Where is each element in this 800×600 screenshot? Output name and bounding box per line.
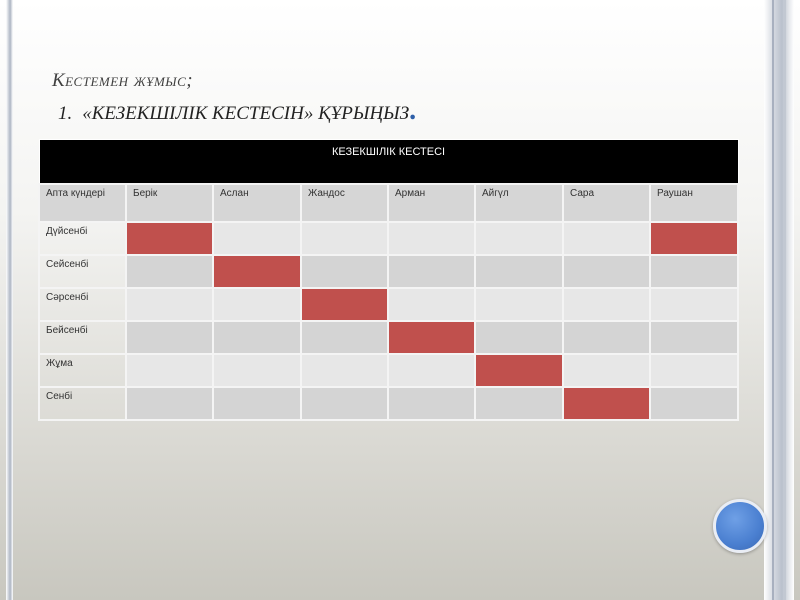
duty-cell bbox=[650, 288, 738, 321]
duty-cell bbox=[388, 222, 475, 255]
duty-cell bbox=[301, 387, 388, 420]
column-header-name: Айгүл bbox=[475, 184, 563, 222]
duty-cell bbox=[301, 255, 388, 288]
duty-cell-marked bbox=[213, 255, 301, 288]
task-item bbox=[58, 95, 417, 126]
day-cell: Сенбі bbox=[39, 387, 126, 420]
column-header-day: Апта күндері bbox=[39, 184, 126, 222]
duty-schedule-table bbox=[38, 139, 739, 421]
duty-cell bbox=[475, 321, 563, 354]
table-row bbox=[39, 387, 738, 420]
duty-cell bbox=[563, 255, 650, 288]
duty-cell-marked bbox=[126, 222, 213, 255]
table-title: КЕЗЕКШІЛІК КЕСТЕСІ bbox=[39, 140, 738, 185]
duty-cell bbox=[650, 354, 738, 387]
slide-frame-right bbox=[764, 0, 794, 600]
duty-cell bbox=[475, 255, 563, 288]
slide-frame-left bbox=[6, 0, 13, 600]
table-body bbox=[39, 184, 738, 420]
day-cell: Бейсенбі bbox=[39, 321, 126, 354]
day-cell: Сәрсенбі bbox=[39, 288, 126, 321]
duty-cell bbox=[650, 255, 738, 288]
duty-cell bbox=[126, 387, 213, 420]
duty-cell bbox=[563, 288, 650, 321]
column-header-name: Аслан bbox=[213, 184, 301, 222]
table-row bbox=[39, 222, 738, 255]
duty-cell bbox=[213, 222, 301, 255]
column-header-name: Сара bbox=[563, 184, 650, 222]
day-cell: Дүйсенбі bbox=[39, 222, 126, 255]
duty-cell bbox=[213, 387, 301, 420]
duty-cell bbox=[650, 387, 738, 420]
duty-cell bbox=[301, 321, 388, 354]
duty-cell bbox=[126, 354, 213, 387]
table-row bbox=[39, 354, 738, 387]
duty-cell bbox=[126, 255, 213, 288]
accent-circle bbox=[713, 499, 767, 553]
task-number: 1. bbox=[58, 103, 73, 124]
duty-cell bbox=[475, 387, 563, 420]
duty-cell bbox=[388, 387, 475, 420]
duty-cell-marked bbox=[475, 354, 563, 387]
duty-cell bbox=[650, 321, 738, 354]
column-header-name: Жандос bbox=[301, 184, 388, 222]
duty-cell bbox=[563, 222, 650, 255]
duty-cell bbox=[388, 354, 475, 387]
column-header-name: Берік bbox=[126, 184, 213, 222]
duty-cell bbox=[388, 255, 475, 288]
duty-cell bbox=[563, 354, 650, 387]
duty-cell bbox=[563, 321, 650, 354]
slide-heading: Кестемен жұмыс; bbox=[52, 70, 194, 91]
table-row bbox=[39, 255, 738, 288]
duty-cell bbox=[126, 288, 213, 321]
duty-cell-marked bbox=[301, 288, 388, 321]
task-dot: . bbox=[409, 95, 417, 126]
duty-cell bbox=[475, 222, 563, 255]
column-header-name: Арман bbox=[388, 184, 475, 222]
table-row bbox=[39, 321, 738, 354]
duty-cell bbox=[301, 354, 388, 387]
duty-cell bbox=[301, 222, 388, 255]
slide-frame-line bbox=[784, 0, 786, 600]
duty-cell-marked bbox=[563, 387, 650, 420]
duty-cell bbox=[475, 288, 563, 321]
table-row bbox=[39, 288, 738, 321]
duty-cell-marked bbox=[650, 222, 738, 255]
table-header-row bbox=[39, 184, 738, 222]
day-cell: Сейсенбі bbox=[39, 255, 126, 288]
duty-cell bbox=[213, 288, 301, 321]
duty-schedule-table-wrap bbox=[38, 139, 738, 421]
duty-cell-marked bbox=[388, 321, 475, 354]
slide-frame-line bbox=[772, 0, 774, 600]
task-text: «КЕЗЕКШІЛІК КЕСТЕСІН» ҚҰРЫҢЫЗ bbox=[82, 103, 410, 124]
duty-cell bbox=[388, 288, 475, 321]
day-cell: Жұма bbox=[39, 354, 126, 387]
duty-cell bbox=[126, 321, 213, 354]
duty-cell bbox=[213, 321, 301, 354]
column-header-name: Раушан bbox=[650, 184, 738, 222]
duty-cell bbox=[213, 354, 301, 387]
